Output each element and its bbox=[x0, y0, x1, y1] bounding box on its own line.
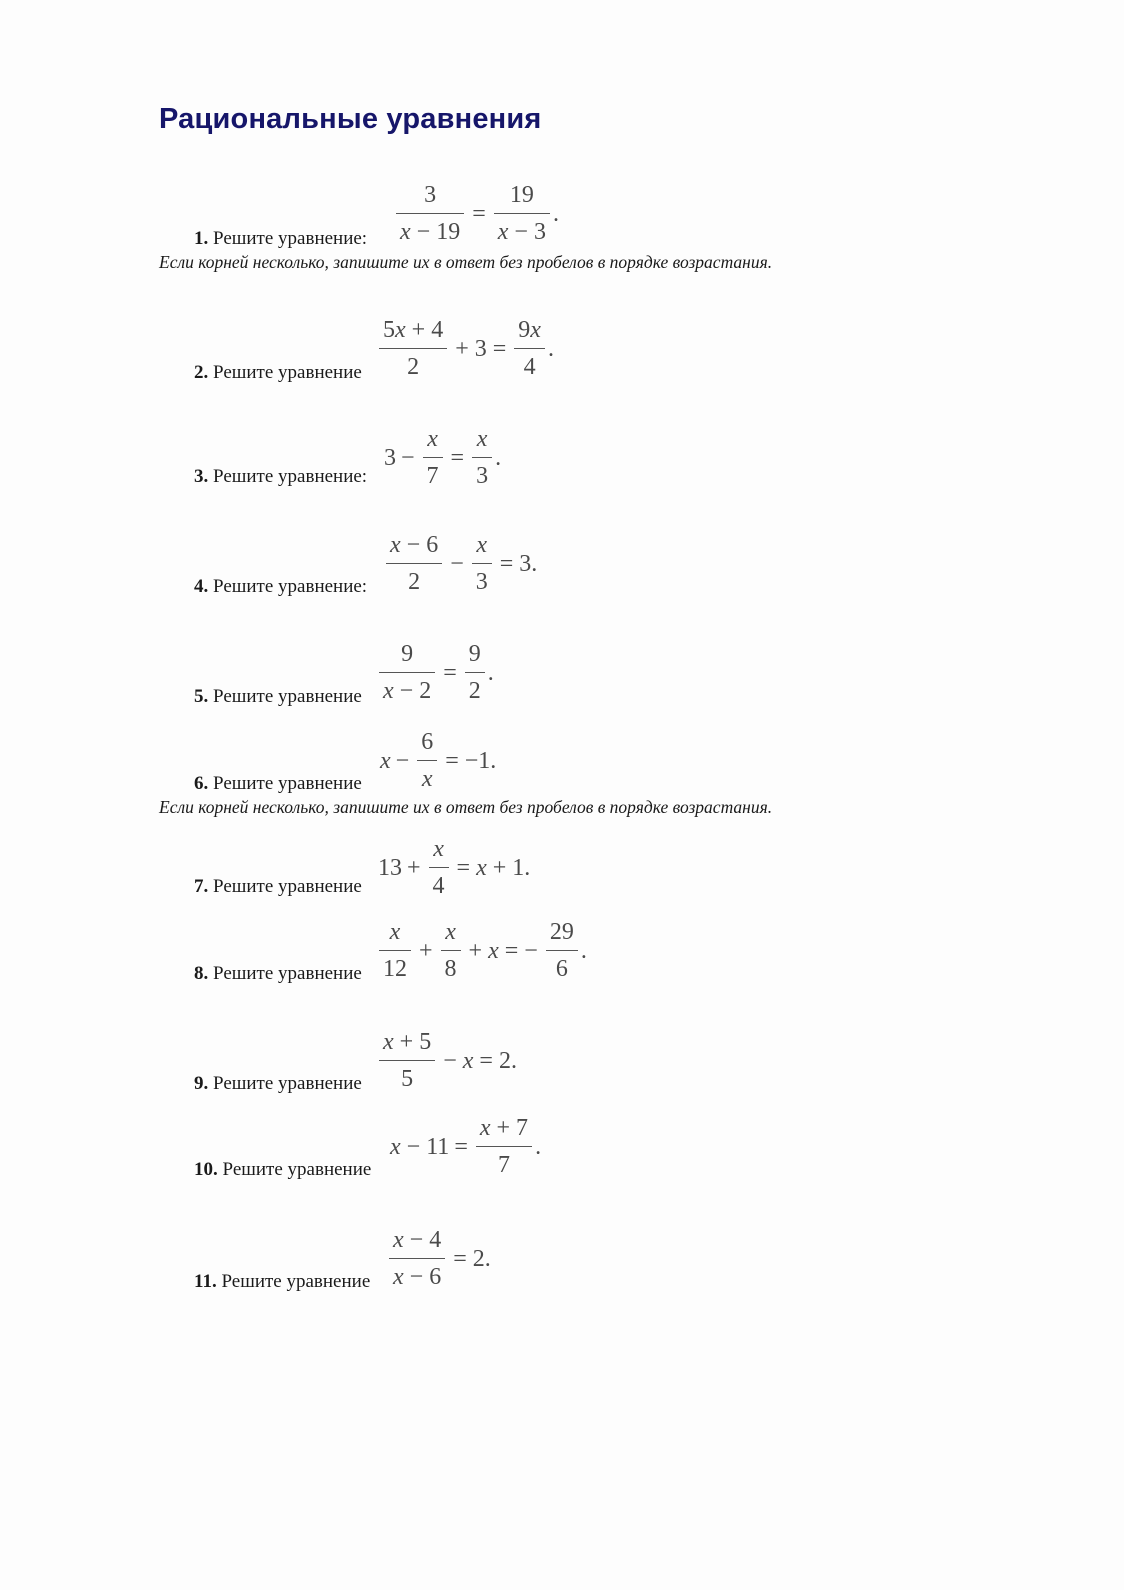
problem-6-label bbox=[194, 774, 362, 793]
problem-8-label bbox=[194, 964, 362, 983]
problem-6-equation: x − $\frac{6}{x}$ = −1. bbox=[380, 729, 497, 792]
problem-1-number: 1. bbox=[194, 228, 209, 249]
problem-3-equation: 3 − $\frac{x}{7}$ = $\frac{x}{3}$ . bbox=[384, 426, 502, 489]
problem-7-number: 7. bbox=[194, 876, 209, 897]
note-roots-1: Если корней несколько, запишите их в ответ без пробелов в порядке возрастания. bbox=[159, 252, 773, 272]
problem-1-text: Решите уравнение: bbox=[213, 228, 368, 249]
problem-6-text: Решите уравнение bbox=[213, 773, 362, 794]
page-title: Рациональные уравнения bbox=[159, 103, 542, 135]
problem-9-number: 9. bbox=[194, 1073, 209, 1094]
problem-2-number: 2. bbox=[194, 362, 209, 383]
problem-3-text: Решите уравнение: bbox=[213, 466, 368, 487]
problem-4-number: 4. bbox=[194, 576, 209, 597]
problem-11-text: Решите уравнение bbox=[221, 1271, 371, 1292]
problem-5-text: Решите уравнение bbox=[213, 686, 362, 707]
problem-6-number: 6. bbox=[194, 773, 209, 794]
problem-5-label bbox=[194, 687, 362, 706]
problem-3-number: 3. bbox=[194, 466, 209, 487]
problem-4-text: Решите уравнение: bbox=[213, 576, 368, 597]
problem-2-text: Решите уравнение bbox=[213, 362, 362, 383]
problem-8-text: Решите уравнение bbox=[213, 963, 362, 984]
problem-4-label bbox=[194, 577, 367, 596]
problem-4-equation: $\frac{x - 6}{2}$ − $\frac{x}{3}$ = 3. bbox=[383, 533, 542, 594]
problem-7-equation: 13 + $\frac{x}{4}$ = x + 1. bbox=[378, 836, 531, 899]
problem-7-label bbox=[194, 877, 362, 896]
problem-10-text: Решите уравнение bbox=[222, 1159, 372, 1180]
problem-5-equation: $\frac{9}{x - 2}$ = $\frac{9}{2}$ . bbox=[376, 642, 494, 703]
problem-5-number: 5. bbox=[194, 686, 209, 707]
problem-9-text: Решите уравнение bbox=[213, 1073, 362, 1094]
problem-7-text: Решите уравнение bbox=[213, 876, 362, 897]
problem-10-equation: x − 11 = $\frac{x + 7}{7}$ . bbox=[390, 1115, 542, 1178]
problem-2-label bbox=[194, 363, 362, 382]
problem-3-label bbox=[194, 467, 367, 486]
problem-9-label bbox=[194, 1074, 362, 1093]
problem-10-label bbox=[194, 1160, 371, 1179]
problem-1-equation: $\frac{3}{x - 19}$ = $\frac{19}{x - 3}$ . bbox=[393, 183, 559, 244]
problem-11-number: 11. bbox=[194, 1271, 217, 1292]
problem-2-equation: $\frac{5x + 4}{2}$ + 3 = $\frac{9x}{4}$ . bbox=[376, 318, 554, 379]
problem-11-label bbox=[194, 1272, 370, 1291]
note-roots-6: Если корней несколько, запишите их в ответ без пробелов в порядке возрастания. bbox=[159, 797, 773, 817]
problem-9-equation: $\frac{x + 5}{5}$ − x = 2. bbox=[376, 1030, 522, 1091]
problem-8-equation: $\frac{x}{12}$ + $\frac{x}{8}$ + x = − $\frac{29}{6}$ . bbox=[376, 920, 587, 981]
problem-11-equation: $\frac{x - 4}{x - 6}$ = 2. bbox=[386, 1228, 496, 1289]
problem-10-number: 10. bbox=[194, 1159, 218, 1180]
problem-1-label bbox=[194, 229, 367, 248]
problem-8-number: 8. bbox=[194, 963, 209, 984]
